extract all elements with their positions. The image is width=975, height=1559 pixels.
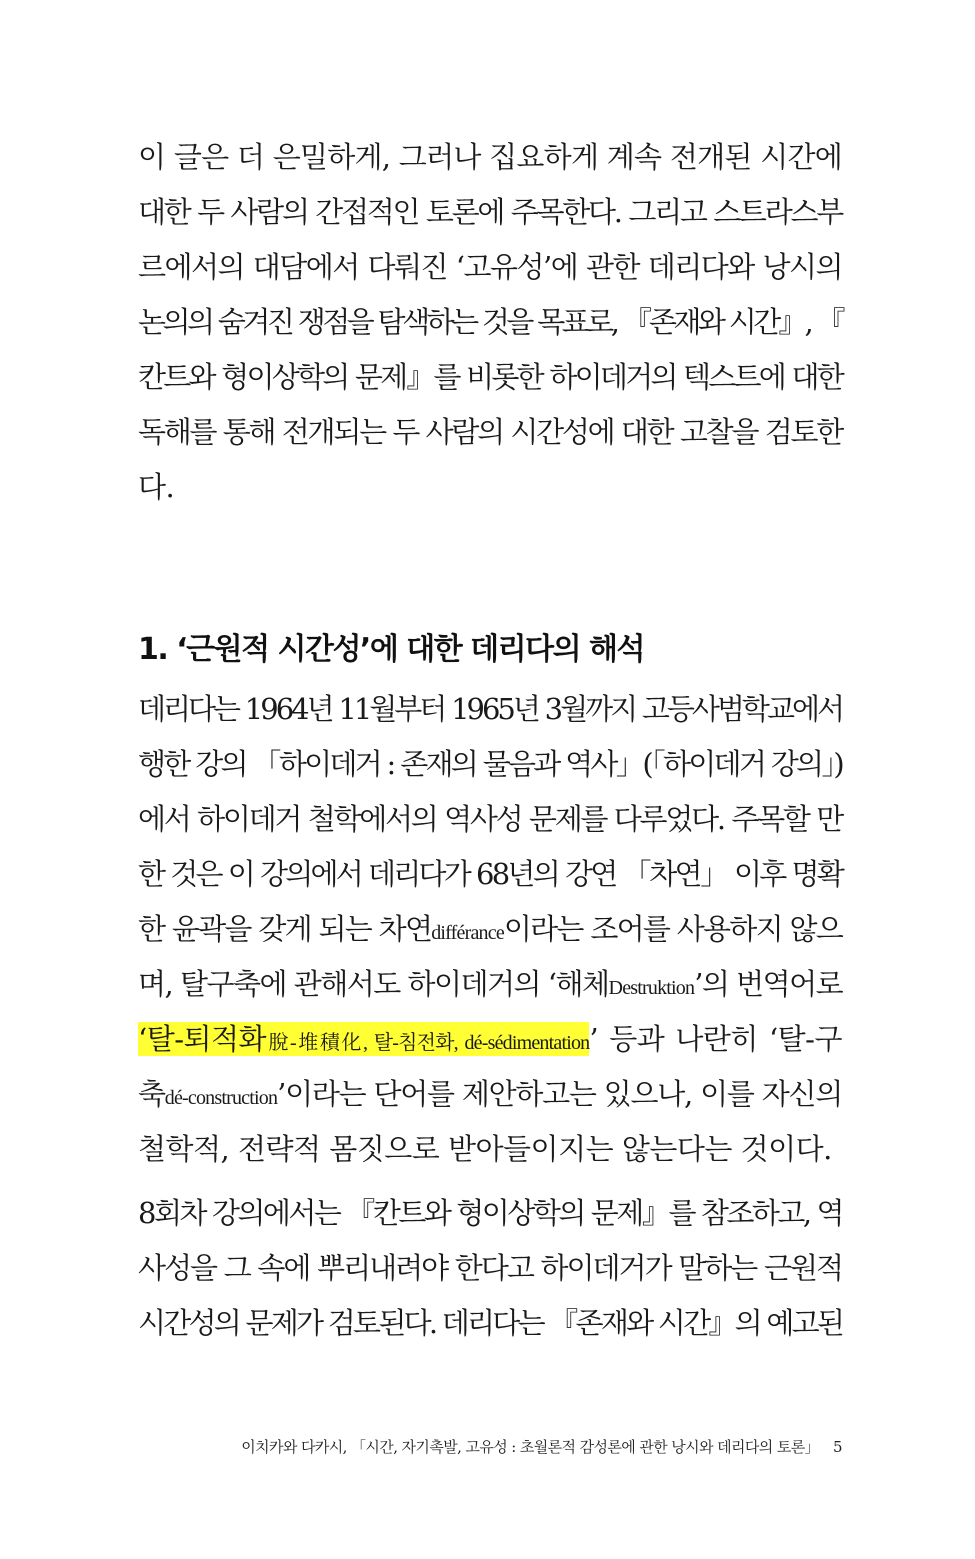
para1-line-3: 에서 하이데거 철학에서의 역사성 문제를 다루었다. 주목할 만 [138, 802, 842, 836]
intro-line-6: 독해를 통해 전개되는 두 사람의 시간성에 대한 고찰을 검토한 [138, 415, 842, 449]
para1-line-7 [138, 1012, 842, 1067]
page-footer [241, 1436, 842, 1457]
intro-line-2: 대한 두 사람의 간접적인 토론에 주목한다. 그리고 스트라스부 [138, 195, 842, 229]
intro-line-4: 논의의 숨겨진 쟁점을 탐색하는 것을 목표로, 『존재와 시간』, 『 [138, 305, 842, 339]
page-number: 5 [833, 1438, 842, 1456]
section-paragraph-1 [138, 682, 842, 1177]
line6-text-b: ’의 번역어로 [694, 967, 843, 1001]
para1-line-5 [138, 902, 842, 957]
intro-line-7: 다. [138, 470, 175, 504]
para1-line-6 [138, 957, 842, 1012]
intro-line-5: 칸트와 형이상학의 문제』를 비롯한 하이데거의 텍스트에 대한 [138, 360, 842, 394]
para2-line-2: 사성을 그 속에 뿌리내려야 한다고 하이데거가 말하는 근원적 [138, 1251, 842, 1285]
para1-line-2: 행한 강의 「하이데거 : 존재의 물음과 역사」(「하이데거 강의」) [138, 747, 842, 781]
line8-text-a: 축 [138, 1077, 165, 1111]
intro-paragraph [138, 130, 842, 515]
para1-line-9: 철학적, 전략적 몸짓으로 받아들이지는 않는다는 것이다. [138, 1132, 832, 1166]
term-de-construction: dé-construction [164, 1087, 278, 1109]
running-title: 이치카와 다카시, 「시간, 자기촉발, 고유성 : 초월론적 감성론에 관한 낭시와 데리다의 토론」 [241, 1438, 820, 1456]
term-destruktion: Destruktion [608, 977, 695, 999]
section-heading: 1. ‘근원적 시간성’에 대한 데리다의 해석 [138, 632, 644, 667]
para1-line-4: 한 것은 이 강의에서 데리다가 68년의 강연 「차연」 이후 명확 [138, 857, 842, 891]
term-de-sedimentation: 脫-堆積化, 탈-침전화, dé-sédimentation [266, 1032, 590, 1054]
line5-text-b: 이라는 조어를 사용하지 않으 [503, 912, 843, 946]
para1-line-1: 데리다는 1964년 11월부터 1965년 3월까지 고등사범학교에서 [138, 692, 842, 726]
line8-text-b: ’이라는 단어를 제안하고는 있으나, 이를 자신의 [277, 1077, 842, 1111]
para1-line-8 [138, 1067, 842, 1122]
term-differance: différance [431, 922, 504, 944]
section-paragraph-2 [138, 1186, 842, 1351]
highlight-text-a: ‘탈-퇴적화 [138, 1022, 267, 1056]
para2-line-3: 시간성의 문제가 검토된다. 데리다는 『존재와 시간』의 예고된 [138, 1306, 843, 1340]
highlighted-term [138, 1022, 589, 1056]
line5-text-a: 한 윤곽을 갖게 되는 차연 [138, 912, 432, 946]
intro-line-1: 이 글은 더 은밀하게, 그러나 집요하게 계속 전개된 시간에 [138, 140, 842, 174]
intro-line-3: 르에서의 대담에서 다뤄진 ‘고유성’에 관한 데리다와 낭시의 [138, 250, 842, 284]
para2-line-1: 8회차 강의에서는 『칸트와 형이상학의 문제』를 참조하고, 역 [138, 1196, 842, 1230]
line6-text-a: 며, 탈구축에 관해서도 하이데거의 ‘해체 [138, 967, 609, 1001]
line7-text-b: ’ 등과 나란히 ‘탈-구 [589, 1022, 842, 1056]
